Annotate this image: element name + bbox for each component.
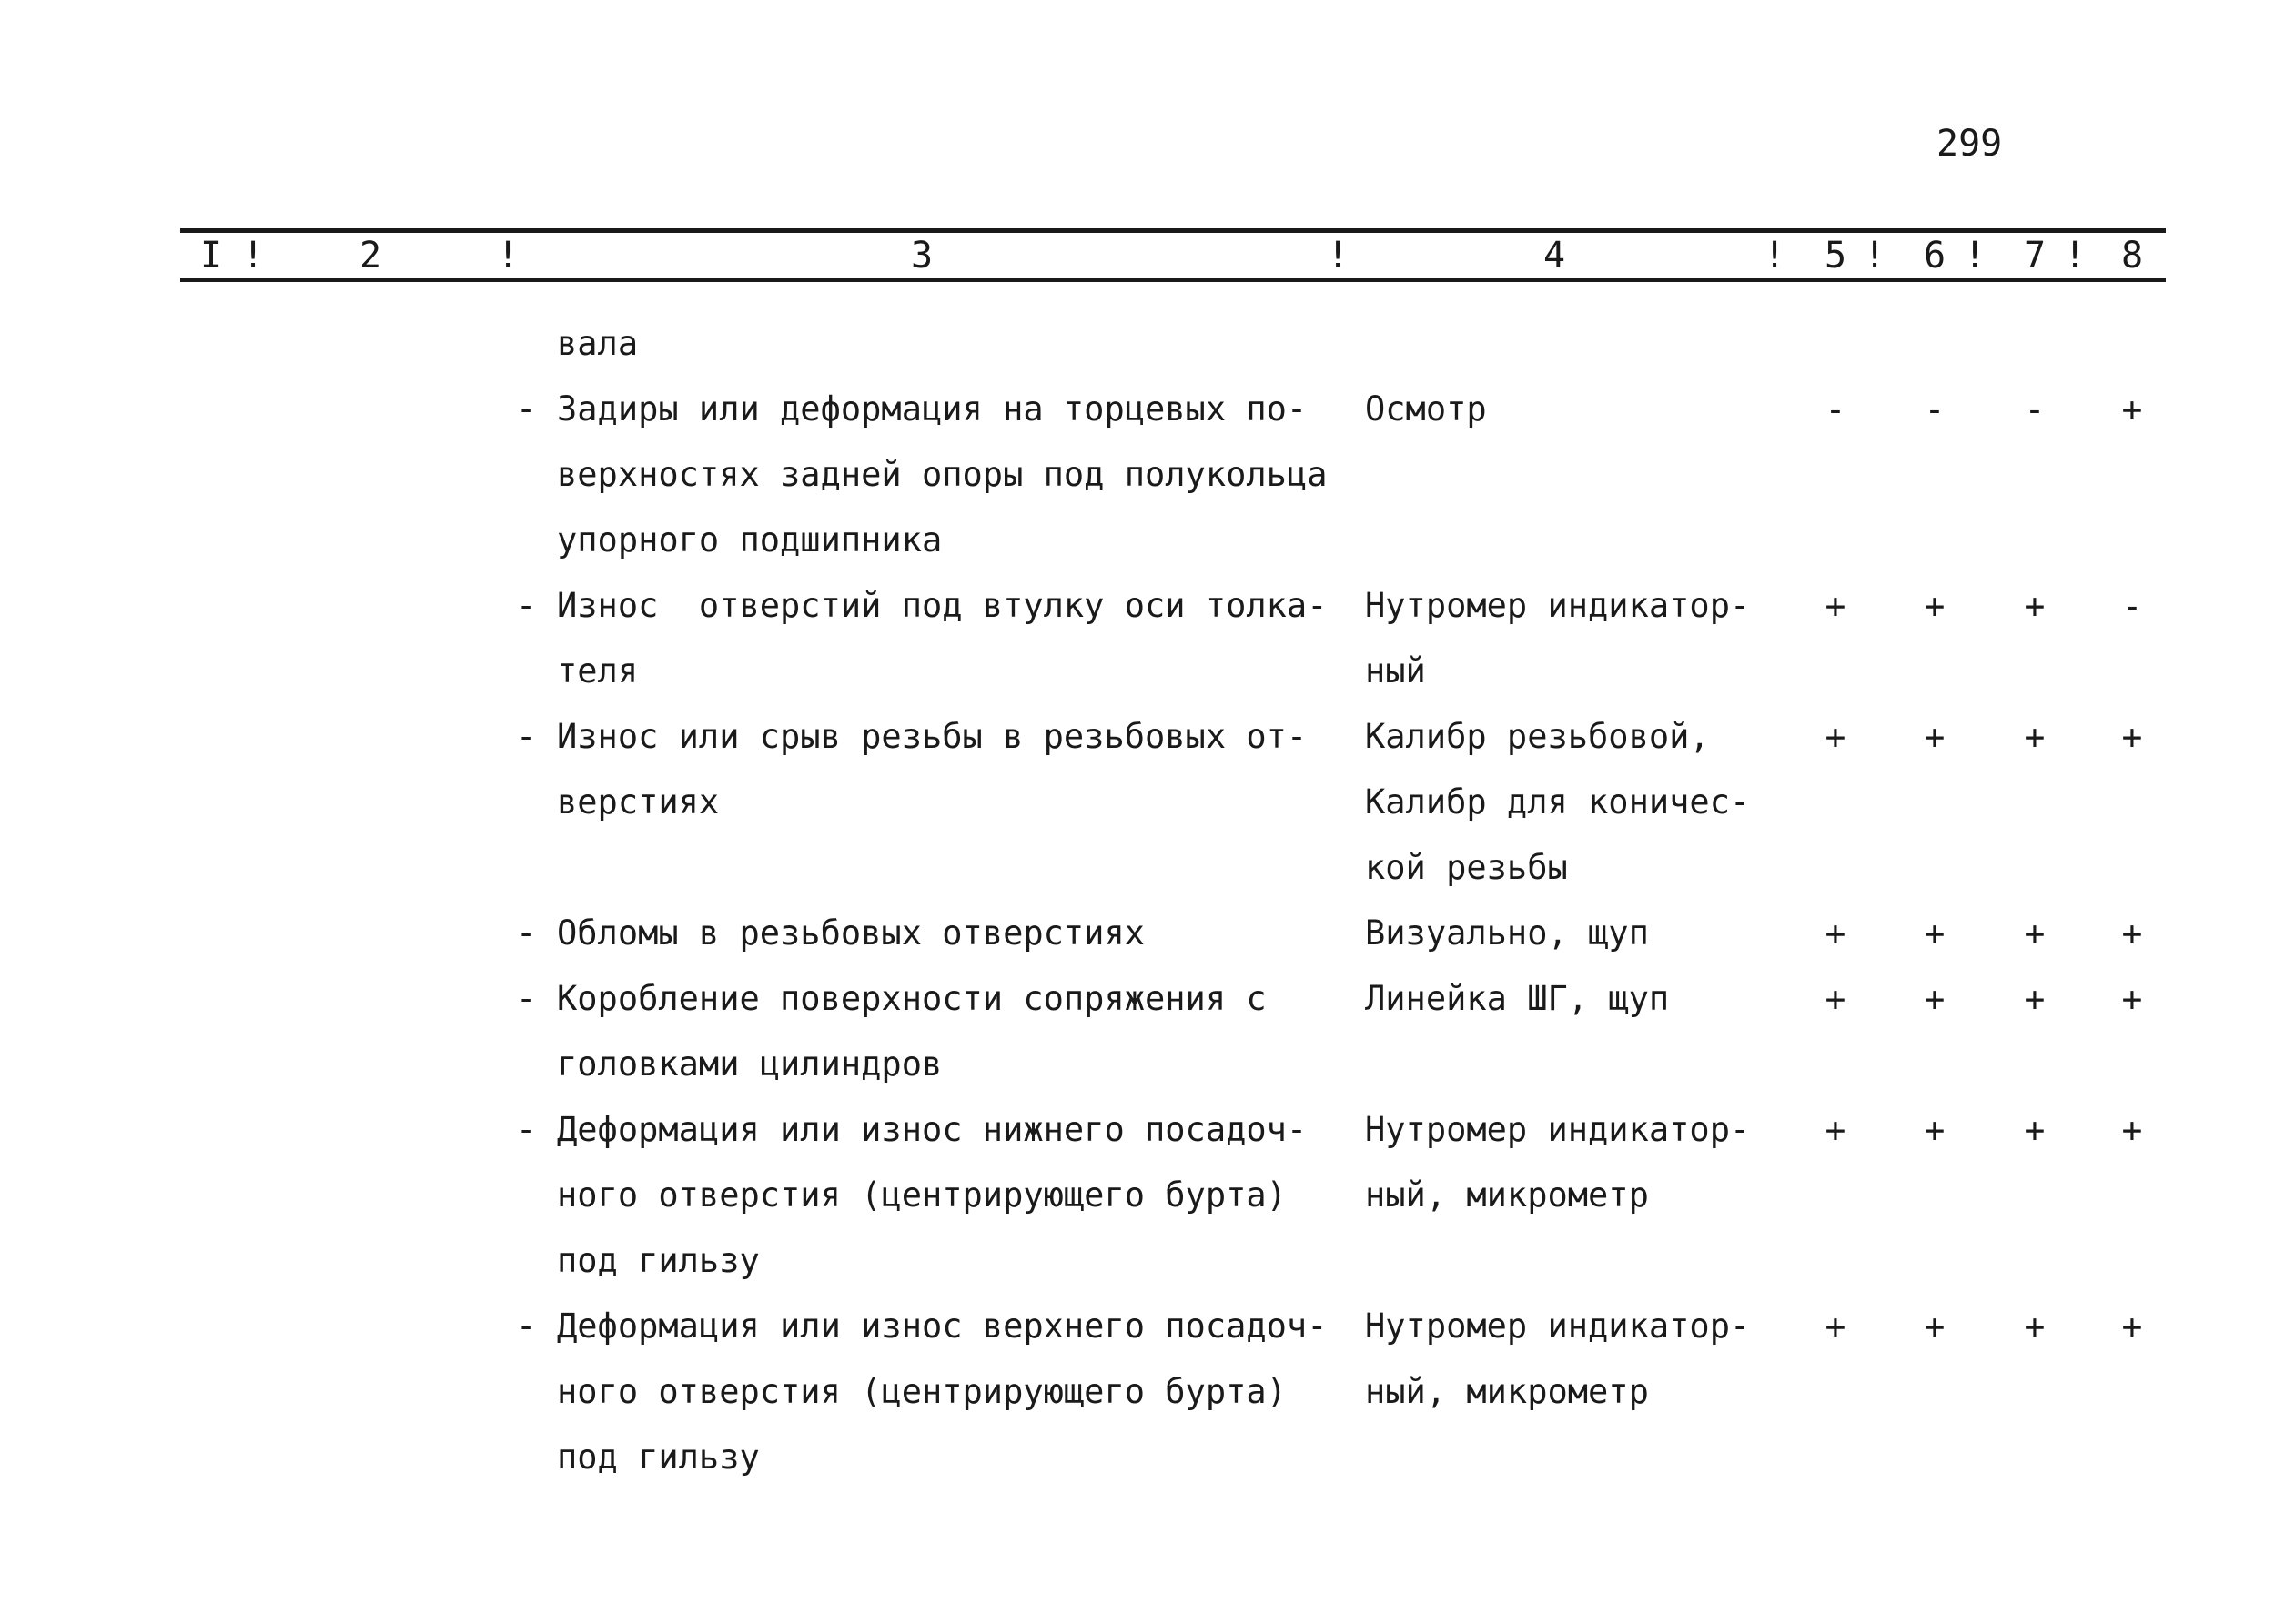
defect-line: под гильзу [557, 1437, 760, 1477]
method-line: Калибр для коничес- [1365, 782, 1751, 822]
row-dash: - [516, 913, 537, 953]
mark-col-6: + [1924, 586, 1946, 626]
header-separator: ! [2064, 235, 2087, 277]
mark-col-8: + [2121, 913, 2143, 953]
mark-col-8: + [2121, 1110, 2143, 1150]
mark-col-8: + [2121, 1306, 2143, 1347]
row-dash: - [516, 389, 537, 429]
defect-line: Износ отверстий под втулку оси толка- [557, 586, 1328, 625]
mark-col-8: + [2121, 389, 2143, 429]
method-line: Осмотр [1365, 389, 1487, 429]
header-col-2: 2 [359, 235, 382, 277]
defect-line: Обломы в резьбовых отверстиях [557, 913, 1146, 953]
defect-line: Деформация или износ нижнего посадоч- [557, 1110, 1308, 1149]
mark-col-5: + [1825, 1306, 1846, 1347]
mark-col-5: + [1825, 586, 1846, 626]
defect-line: под гильзу [557, 1241, 760, 1280]
mark-col-5: + [1825, 717, 1846, 757]
defect-line: упорного подшипника [557, 520, 943, 560]
header-separator: ! [1964, 235, 1987, 277]
mark-col-6: + [1924, 1306, 1946, 1347]
header-col-3: 3 [910, 235, 934, 277]
method-line: Нутромер индикатор- [1365, 1110, 1751, 1149]
method-line: Линейка ШГ, щуп [1365, 979, 1670, 1018]
header-separator: ! [1864, 235, 1886, 277]
method-line: кой резьбы [1365, 848, 1568, 887]
mark-col-7: + [2024, 979, 2046, 1019]
defect-line: Задиры или деформация на торцевых по- [557, 389, 1308, 429]
method-line: ный, микрометр [1365, 1372, 1649, 1411]
mark-col-5: - [1825, 389, 1846, 429]
method-line: Нутромер индикатор- [1365, 1306, 1751, 1346]
mark-col-6: + [1924, 1110, 1946, 1150]
header-col-5: 5 [1824, 235, 1847, 277]
row-dash: - [516, 717, 537, 756]
row-dash: - [516, 586, 537, 625]
mark-col-7: + [2024, 1306, 2046, 1347]
mark-col-6: + [1924, 979, 1946, 1019]
defect-line: теля [557, 651, 639, 691]
mark-col-5: + [1825, 979, 1846, 1019]
method-line: Калибр резьбовой, [1365, 717, 1710, 756]
mark-col-8: + [2121, 979, 2143, 1019]
defect-line: ного отверстия (центрирующего бурта) [557, 1175, 1287, 1215]
row-dash: - [516, 979, 537, 1018]
header-col-1: I [199, 235, 223, 277]
header-col-7: 7 [2023, 235, 2047, 277]
header-separator: ! [242, 235, 265, 277]
mark-col-5: + [1825, 913, 1846, 953]
table-header-bottom-rule [180, 278, 2166, 282]
mark-col-7: + [2024, 586, 2046, 626]
table-header-top-rule [180, 228, 2166, 233]
header-col-6: 6 [1923, 235, 1946, 277]
defect-line: верстиях [557, 782, 720, 822]
defect-line: головками цилиндров [557, 1044, 943, 1084]
mark-col-6: + [1924, 913, 1946, 953]
mark-col-8: - [2121, 586, 2143, 626]
mark-col-7: - [2024, 389, 2046, 429]
defect-line: Коробление поверхности сопряжения с [557, 979, 1267, 1018]
method-line: Визуально, щуп [1365, 913, 1649, 953]
header-separator: ! [1764, 235, 1786, 277]
method-line: ный, микрометр [1365, 1175, 1649, 1215]
mark-col-8: + [2121, 717, 2143, 757]
mark-col-5: + [1825, 1110, 1846, 1150]
defect-line: верхностях задней опоры под полукольца [557, 455, 1328, 494]
mark-col-7: + [2024, 913, 2046, 953]
method-line: Нутромер индикатор- [1365, 586, 1751, 625]
mark-col-6: + [1924, 717, 1946, 757]
header-col-4: 4 [1542, 235, 1566, 277]
header-separator: ! [1327, 235, 1350, 277]
mark-col-7: + [2024, 1110, 2046, 1150]
continuation-text: вала [557, 324, 639, 363]
row-dash: - [516, 1306, 537, 1346]
header-separator: ! [497, 235, 520, 277]
defect-line: ного отверстия (центрирующего бурта) [557, 1372, 1287, 1411]
row-dash: - [516, 1110, 537, 1149]
defect-line: Деформация или износ верхнего посадоч- [557, 1306, 1328, 1346]
page-number: 299 [1936, 123, 2003, 165]
header-col-8: 8 [2120, 235, 2144, 277]
mark-col-7: + [2024, 717, 2046, 757]
defect-line: Износ или срыв резьбы в резьбовых от- [557, 717, 1308, 756]
mark-col-6: - [1924, 389, 1946, 429]
method-line: ный [1365, 651, 1426, 691]
